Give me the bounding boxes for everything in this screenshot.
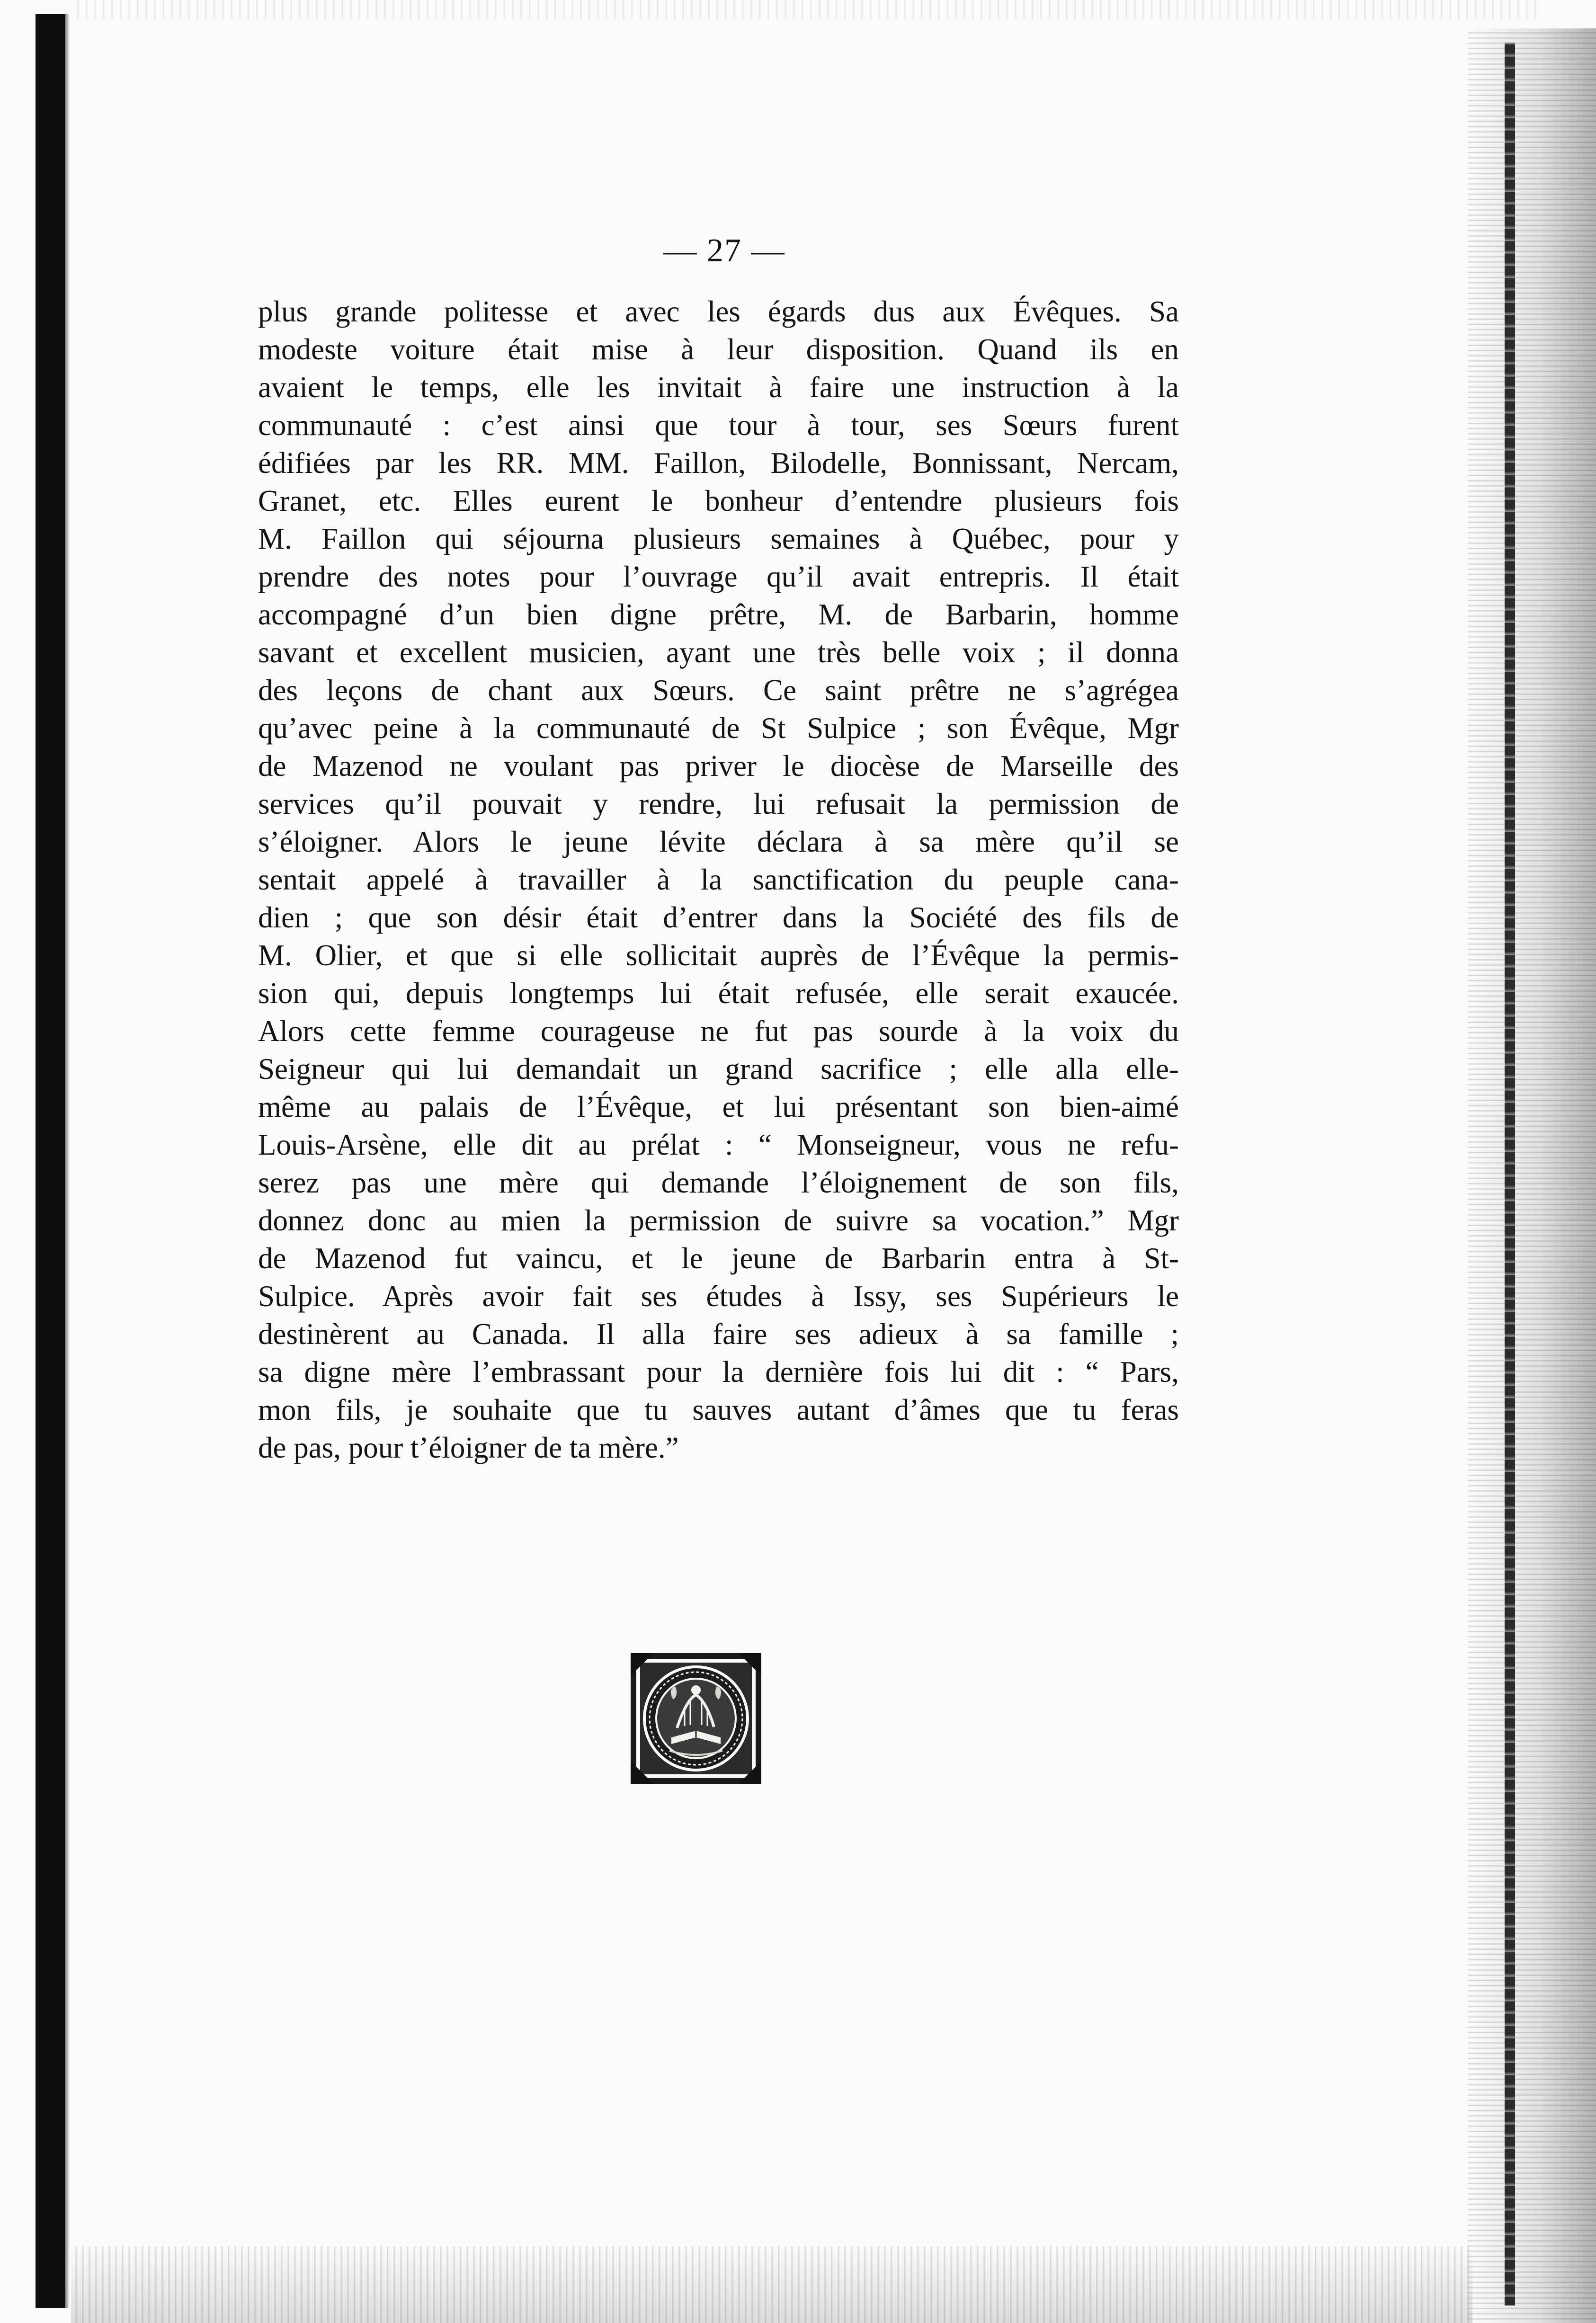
text-line: des leçons de chant aux Sœurs. Ce saint prêtre ne s’agrégea — [258, 674, 1179, 707]
text-line: de Mazenod fut vaincu, et le jeune de Barbarin entra à St- — [258, 1242, 1179, 1275]
text-line: accompagné d’un bien digne prêtre, M. de Barbarin, homme — [258, 598, 1179, 631]
scan-bottom-edge — [71, 2246, 1472, 2323]
text-line: M. Olier, et que si elle sollicitait auprès de l’Évêque la permis- — [258, 939, 1179, 972]
text-line: de Mazenod ne voulant pas priver le diocèse de Marseille des — [258, 749, 1179, 783]
text-line: avaient le temps, elle les invitait à faire une instruction à la — [258, 371, 1179, 404]
text-line: services qu’il pouvait y rendre, lui refusait la permission de — [258, 787, 1179, 820]
text-line: qu’avec peine à la communauté de St Sulpice ; son Évêque, Mgr — [258, 712, 1179, 745]
text-line: donnez donc au mien la permission de suivre sa vocation.” Mgr — [258, 1204, 1179, 1237]
text-line: dien ; que son désir était d’entrer dans la Société des fils de — [258, 901, 1179, 934]
text-line: Granet, etc. Elles eurent le bonheur d’entendre plusieurs fois — [258, 484, 1179, 517]
text-line: savant et excellent musicien, ayant une très belle voix ; il donna — [258, 636, 1179, 669]
binding-shadow — [65, 14, 70, 2308]
text-line: sentait appelé à travailler à la sanctification du peuple cana- — [258, 863, 1179, 896]
text-line: serez pas une mère qui demande l’éloignement de son fils, — [258, 1166, 1179, 1199]
page-number: — 27 — — [663, 232, 785, 269]
text-line: plus grande politesse et avec les égards dus aux Évêques. Sa — [258, 295, 1179, 328]
text-line: Louis-Arsène, elle dit au prélat : “ Monseigneur, vous ne refu- — [258, 1128, 1179, 1161]
scan-right-edge — [1468, 28, 1596, 2323]
text-line: sa digne mère l’embrassant pour la dernière fois lui dit : “ Pars, — [258, 1355, 1179, 1388]
text-line: Alors cette femme courageuse ne fut pas sourde à la voix du — [258, 1015, 1179, 1048]
text-line: prendre des notes pour l’ouvrage qu’il avait entrepris. Il était — [258, 560, 1179, 593]
text-line: communauté : c’est ainsi que tour à tour, ses Sœurs furent — [258, 409, 1179, 442]
binding-edge — [36, 14, 65, 2308]
text-line: même au palais de l’Évêque, et lui présentant son bien-aimé — [258, 1090, 1179, 1123]
scan-top-edge — [71, 0, 1539, 19]
text-line: destinèrent au Canada. Il alla faire ses adieux à sa famille ; — [258, 1317, 1179, 1351]
scan-right-edge-dark — [1505, 43, 1515, 2305]
body-text — [258, 293, 1179, 1467]
text-line: modeste voiture était mise à leur disposition. Quand ils en — [258, 333, 1179, 366]
text-line: de pas, pour t’éloigner de ta mère.” — [258, 1431, 679, 1464]
text-line: M. Faillon qui séjourna plusieurs semaines à Québec, pour y — [258, 522, 1179, 555]
text-line: s’éloigner. Alors le jeune lévite déclara à sa mère qu’il se — [258, 825, 1179, 858]
text-line: édifiées par les RR. MM. Faillon, Bilodelle, Bonnissant, Nercam, — [258, 446, 1179, 480]
text-line: Seigneur qui lui demandait un grand sacrifice ; elle alla elle- — [258, 1052, 1179, 1086]
text-line: sion qui, depuis longtemps lui était refusée, elle serait exaucée. — [258, 977, 1179, 1010]
text-line: mon fils, je souhaite que tu sauves autant d’âmes que tu feras — [258, 1393, 1179, 1426]
text-line: Sulpice. Après avoir fait ses études à Issy, ses Supérieurs le — [258, 1280, 1179, 1313]
printers-ornament-vignette-icon — [620, 1643, 772, 1794]
